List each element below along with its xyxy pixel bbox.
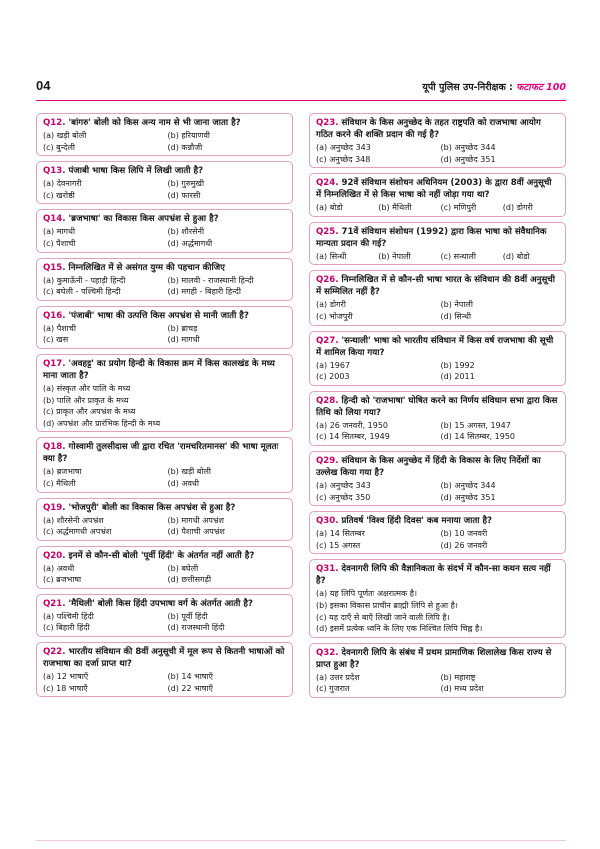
answer-option: (d) मगही - बिहारी हिन्दी — [167, 287, 241, 297]
options-list — [316, 360, 559, 383]
answer-option: (a) अनुच्छेद 343 — [316, 480, 371, 490]
answer-option: (b) बघेली — [167, 563, 199, 573]
question-card — [36, 354, 293, 432]
question-card — [309, 451, 566, 506]
options-list — [316, 480, 559, 503]
options-list — [43, 671, 286, 694]
question-stem: संविधान के किस अनुच्छेद में हिंदी के विकास के लिए निर्देशों का उल्लेख किया गया है? — [316, 455, 541, 478]
question-text — [43, 550, 286, 562]
question-card — [309, 173, 566, 217]
question-card — [309, 511, 566, 554]
question-stem: देवनागरी लिपि की वैज्ञानिकता के संदर्भ में कौन-सा कथन सत्य नहीं है? — [316, 564, 551, 587]
question-text — [316, 335, 559, 359]
question-stem: 'मैथिली' बोली किस हिंदी उपभाषा वर्ग के अंतर्गत आती है? — [68, 598, 253, 609]
question-text — [43, 441, 286, 465]
answer-option: (b) शौरसेनी — [167, 227, 205, 237]
answer-option: (b) पूर्वी हिंदी — [167, 611, 208, 621]
options-list — [43, 466, 286, 489]
answer-option: (a) यह लिपि पूर्णतः अक्षरात्मक है। — [316, 589, 418, 599]
answer-option: (d) अर्द्धमागधी — [167, 238, 213, 248]
question-stem: गोस्वामी तुलसीदास जी द्वारा रचित 'रामचरितमानस' की भाषा मूलतः क्या है? — [43, 442, 279, 465]
question-stem: हिन्दी को 'राजभाषा' घोषित करने का निर्णय संविधान सभा द्वारा किस तिथि को लिया गया? — [316, 395, 558, 418]
answer-option: (b) इसका विकास प्राचीन ब्राह्मी लिपि से हुआ है। — [316, 600, 458, 610]
question-text — [43, 358, 286, 382]
page-number: 04 — [36, 78, 51, 93]
options-list — [316, 142, 559, 165]
answer-option: (c) अर्द्धमागधी अपभ्रंश — [43, 527, 112, 537]
left-question-column — [36, 113, 293, 702]
answer-option: (a) 1967 — [316, 360, 351, 370]
answer-option: (d) बोडो — [502, 251, 530, 261]
answer-option: (c) बघेली - पश्चिमी हिन्दी — [43, 287, 121, 297]
question-number: Q15. — [43, 262, 66, 273]
question-card — [36, 498, 293, 541]
question-stem: 'पंजाबी' भाषा की उत्पत्ति किस अपभ्रंश से मानी जाती है? — [68, 310, 249, 321]
question-stem: 'सन्थाली' भाषा को भारतीय संविधान में किस वर्ष राजभाषा की सूची में शामिल किया गया? — [316, 335, 554, 358]
question-number: Q28. — [316, 395, 339, 406]
book-title-text: यूपी पुलिस उप-निरीक्षक : — [422, 82, 513, 93]
question-number: Q32. — [316, 647, 339, 658]
answer-option: (c) मैथिली — [43, 478, 76, 488]
question-text — [316, 395, 559, 419]
question-text — [43, 646, 286, 670]
answer-option: (b) गुरुमुखी — [167, 179, 205, 189]
question-card — [36, 258, 293, 301]
question-stem: 92वें संविधान संशोधन अधिनियम (2003) के द्वारा 8वीं अनुसूची में निम्नलिखित में से किस भाषा को नहीं जोड़ा गया था? — [316, 178, 552, 201]
question-card — [309, 391, 566, 446]
answer-option: (a) अवधी — [43, 563, 75, 573]
question-stem: निम्नलिखित में से कौन-सी भाषा भारत के संविधान की 8वीं अनुसूची में सम्मिलित नहीं है? — [316, 275, 555, 298]
question-number: Q31. — [316, 564, 339, 575]
answer-option: (d) 26 जनवरी — [440, 540, 488, 550]
answer-option: (b) हरियाणवी — [167, 131, 210, 140]
question-stem: 71वें संविधान संशोधन (1992) द्वारा किस भाषा को संवैधानिक मान्यता प्रदान की गई? — [316, 226, 547, 249]
answer-option: (a) पैशाची — [43, 323, 76, 333]
answer-option: (a) डोगरी — [316, 300, 346, 310]
answer-option: (d) इसमें प्रत्येक ध्वनि के लिए एक निश्चित लिपि चिह्न है। — [316, 624, 483, 634]
answer-option: (d) डोगरी — [502, 203, 533, 213]
answer-option: (c) मणिपुरी — [440, 203, 477, 213]
answer-option: (b) मैथिली — [378, 203, 412, 213]
answer-option: (a) सिन्धी — [316, 251, 347, 261]
options-list — [43, 611, 286, 634]
answer-option: (a) अनुच्छेद 343 — [316, 143, 371, 152]
question-text — [43, 502, 286, 514]
answer-option: (c) खस — [43, 335, 69, 345]
book-title — [422, 80, 566, 93]
answer-option: (d) 2011 — [440, 372, 475, 382]
answer-option: (d) अनुच्छेद 351 — [440, 154, 496, 164]
answer-option: (b) ब्राचड़ — [167, 323, 198, 333]
answer-option: (c) अनुच्छेद 348 — [316, 154, 371, 164]
answer-option: (a) 26 जनवरी, 1950 — [316, 420, 389, 430]
answer-option: (a) शौरसेनी अपभ्रंश — [43, 515, 104, 525]
answer-option: (d) छत्तीसगढ़ी — [167, 575, 212, 585]
footer-divider — [36, 840, 566, 841]
options-list — [43, 275, 286, 298]
answer-option: (d) मागधी — [167, 335, 200, 345]
question-text — [43, 310, 286, 322]
answer-option: (d) अपभ्रंश और प्रारंभिक हिन्दी के मध्य — [43, 418, 161, 428]
answer-option: (b) मागधी अपभ्रंश — [167, 515, 224, 525]
answer-option: (c) यह दाएँ से बाएँ लिखी जाने वाली लिपि है। — [316, 612, 450, 622]
question-number: Q18. — [43, 442, 66, 453]
answer-option: (b) नेपाली — [440, 300, 473, 310]
question-card — [36, 546, 293, 589]
answer-option: (b) पालि और प्राकृत के मध्य — [43, 395, 129, 405]
answer-option: (b) महाराष्ट्र — [440, 672, 476, 682]
question-text — [316, 563, 559, 587]
answer-option: (b) मालवी - राजस्थानी हिन्दी — [167, 275, 254, 285]
options-list — [43, 383, 286, 429]
question-card — [309, 270, 566, 325]
options-list — [43, 178, 286, 201]
answer-option: (a) मागधी — [43, 227, 76, 237]
right-question-column — [309, 113, 566, 703]
answer-option: (b) 14 भाषाएँ — [167, 672, 213, 682]
question-stem: 'बांगरु' बोली को किस अन्य नाम से भी जाना जाता है? — [68, 118, 241, 128]
question-stem: 'अवहट्ट' का प्रयोग हिन्दी के विकास क्रम में किस कालखंड के मध्य माना जाता है? — [43, 358, 275, 381]
options-list — [316, 528, 559, 551]
answer-option: (c) अनुच्छेद 350 — [316, 492, 371, 502]
question-number: Q24. — [316, 178, 339, 189]
answer-option: (c) ब्रजभाषा — [43, 575, 82, 585]
answer-option: (a) बोडो — [316, 203, 343, 213]
options-list — [43, 515, 286, 538]
options-list — [43, 323, 286, 346]
answer-option: (c) गुजरात — [316, 684, 350, 694]
answer-option: (b) अनुच्छेद 344 — [440, 143, 496, 152]
question-card — [36, 594, 293, 637]
answer-option: (d) राजस्थानी हिंदी — [167, 623, 225, 633]
answer-option: (c) भोजपुरी — [316, 311, 353, 321]
question-number: Q19. — [43, 502, 66, 513]
options-list — [316, 202, 559, 214]
page-header — [36, 78, 566, 98]
brand-logo: फटाफट 100 — [516, 82, 566, 93]
options-list — [43, 563, 286, 586]
question-number: Q12. — [43, 118, 66, 128]
question-card — [36, 642, 293, 697]
answer-option: (d) सिन्धी — [440, 311, 472, 321]
question-text — [43, 213, 286, 225]
question-text — [43, 117, 286, 129]
answer-option: (a) खड़ी बोली — [43, 131, 87, 140]
answer-option: (d) 22 भाषाएँ — [167, 683, 213, 693]
question-number: Q25. — [316, 226, 339, 237]
question-stem: इनमें से कौन-सी बोली 'पूर्वी हिंदी' के अंतर्गत नहीं आती है? — [68, 550, 255, 561]
answer-option: (d) कन्नौजी — [167, 142, 203, 152]
question-text — [316, 177, 559, 201]
answer-option: (c) सन्थाली — [440, 251, 476, 261]
question-number: Q23. — [316, 118, 339, 128]
answer-option: (b) नेपाली — [378, 251, 411, 261]
options-list — [43, 226, 286, 249]
question-card — [36, 113, 293, 156]
question-card — [309, 222, 566, 266]
question-stem: भारतीय संविधान की 8वीं अनुसूची में मूल रूप से कितनी भाषाओं को राजभाषा का दर्जा प्राप्त था? — [43, 647, 285, 670]
question-stem: देवनागरी लिपि के संबंध में प्रथम प्रामाणिक शिलालेख किस राज्य से प्राप्त हुआ है? — [316, 647, 552, 670]
question-card — [309, 643, 566, 698]
answer-option: (c) 14 सितम्बर, 1949 — [316, 432, 390, 442]
answer-option: (c) 18 भाषाएँ — [43, 683, 88, 693]
question-number: Q27. — [316, 335, 339, 346]
answer-option: (a) कुमाऊँनी - पहाड़ी हिन्दी — [43, 275, 126, 285]
answer-option: (c) बिहारी हिंदी — [43, 623, 90, 633]
answer-option: (c) पैशाची — [43, 238, 76, 248]
question-text — [316, 226, 559, 250]
question-number: Q21. — [43, 598, 66, 609]
answer-option: (d) पैशाची अपभ्रंश — [167, 527, 225, 537]
answer-option: (d) 14 सितम्बर, 1950 — [440, 432, 516, 442]
question-number: Q30. — [316, 516, 339, 527]
answer-option: (c) 2003 — [316, 372, 350, 382]
question-number: Q16. — [43, 310, 66, 321]
answer-option: (c) खरोष्ठी — [43, 190, 75, 200]
options-list — [316, 420, 559, 443]
question-text — [43, 598, 286, 610]
options-list — [316, 672, 559, 695]
answer-option: (b) 1992 — [440, 360, 475, 370]
question-card — [309, 331, 566, 386]
question-text — [316, 515, 559, 527]
question-text — [43, 165, 286, 177]
question-text — [316, 647, 559, 671]
question-text — [316, 117, 559, 141]
answer-option: (a) ब्रजभाषा — [43, 467, 82, 477]
answer-option: (c) बुन्देली — [43, 142, 75, 152]
options-list — [316, 251, 559, 263]
question-card — [36, 306, 293, 349]
question-text — [316, 274, 559, 298]
answer-option: (a) संस्कृत और पालि के मध्य — [43, 383, 131, 393]
question-stem: प्रतिवर्ष 'विश्व हिंदी दिवस' कब मनाया जाता है? — [341, 516, 493, 527]
question-number: Q14. — [43, 214, 66, 225]
answer-option: (c) प्राकृत और अपभ्रंश के मध्य — [43, 407, 136, 417]
question-number: Q26. — [316, 275, 339, 286]
answer-option: (d) अनुच्छेद 351 — [440, 492, 496, 502]
answer-option: (b) 15 अगस्त, 1947 — [440, 420, 511, 430]
question-number: Q20. — [43, 550, 66, 561]
answer-option: (d) मध्य प्रदेश — [440, 684, 484, 694]
answer-option: (a) देवनागरी — [43, 179, 82, 189]
answer-option: (c) 15 अगस्त — [316, 540, 361, 550]
question-text — [43, 262, 286, 274]
question-number: Q17. — [43, 358, 66, 369]
header-divider — [36, 100, 566, 101]
options-list — [316, 299, 559, 322]
question-number: Q29. — [316, 455, 339, 466]
answer-option: (b) 10 जनवरी — [440, 529, 488, 539]
question-stem: 'भोजपुरी' बोली का विकास किस अपभ्रंश से हुआ है? — [68, 502, 236, 513]
question-stem: निम्नलिखित में से असंगत युग्म की पहचान कीजिए — [68, 262, 225, 273]
question-number: Q22. — [43, 647, 66, 658]
answer-option: (a) पश्चिमी हिंदी — [43, 611, 94, 621]
question-card — [36, 209, 293, 252]
answer-option: (b) खड़ी बोली — [167, 467, 211, 477]
question-card — [309, 113, 566, 168]
question-card — [36, 161, 293, 204]
answer-option: (a) 14 सितम्बर — [316, 529, 365, 539]
answer-option: (d) फारसी — [167, 190, 201, 200]
question-text — [316, 455, 559, 479]
options-list — [316, 588, 559, 634]
question-number: Q13. — [43, 166, 66, 177]
answer-option: (a) उत्तर प्रदेश — [316, 672, 360, 682]
question-stem: पंजाबी भाषा किस लिपि में लिखी जाती है? — [68, 166, 204, 177]
options-list — [43, 130, 286, 153]
question-card — [36, 437, 293, 492]
answer-option: (b) अनुच्छेद 344 — [440, 480, 496, 490]
question-stem: संविधान के किस अनुच्छेद के तहत राष्ट्रपति को राजभाषा आयोग गठित करने की शक्ति प्रदान की गई है? — [316, 118, 541, 140]
question-stem: 'ब्रजभाषा' का विकास किस अपभ्रंश से हुआ है? — [68, 214, 219, 225]
answer-option: (a) 12 भाषाएँ — [43, 672, 89, 682]
answer-option: (d) अवधी — [167, 478, 199, 488]
question-card — [309, 559, 566, 637]
